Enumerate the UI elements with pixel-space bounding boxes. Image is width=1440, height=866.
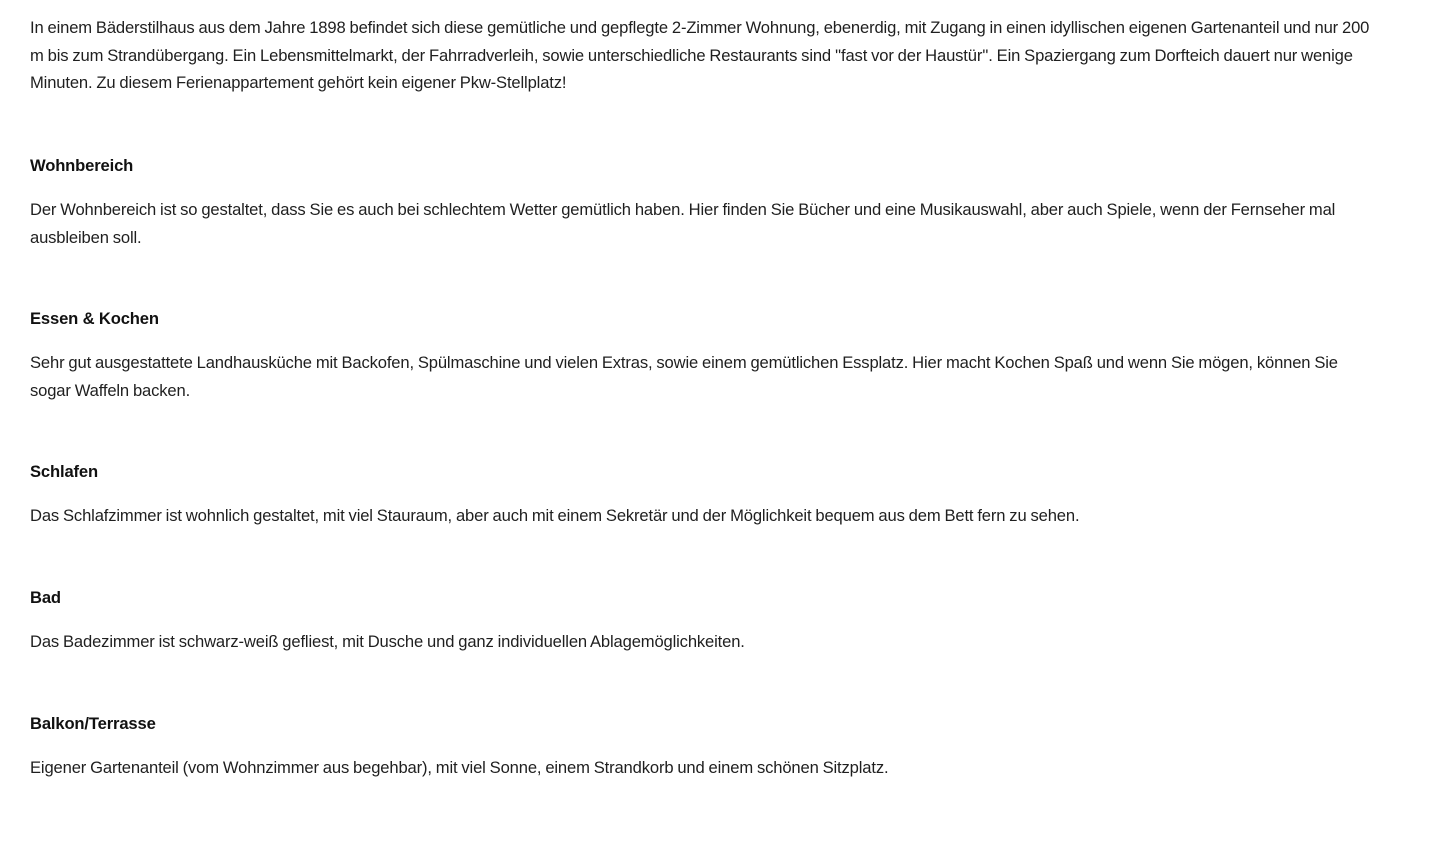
section-text: Sehr gut ausgestattete Landhausküche mit Backofen, Spülmaschine und vielen Extras, sowie einem gemütlichen Essplatz. Hier macht Kochen Spaß und wenn Sie mögen, können Sie sogar Waffeln backen. xyxy=(30,353,1338,400)
section-schlafen xyxy=(30,460,1370,530)
section-bad xyxy=(30,586,1370,656)
section-heading: Wohnbereich xyxy=(30,156,134,175)
apartment-description xyxy=(30,14,1370,97)
section-heading: Bad xyxy=(30,588,61,607)
section-balkon-terrasse xyxy=(30,712,1370,782)
section-text: Das Schlafzimmer ist wohnlich gestaltet, mit viel Stauraum, aber auch mit einem Sekretär und der Möglichkeit bequem aus dem Bett fern zu sehen. xyxy=(30,506,1080,525)
section-wohnbereich xyxy=(30,154,1370,251)
section-heading: Essen & Kochen xyxy=(30,309,159,328)
section-heading: Balkon/Terrasse xyxy=(30,714,156,733)
section-essen-kochen xyxy=(30,307,1370,404)
section-heading: Schlafen xyxy=(30,462,98,481)
intro-paragraph: In einem Bäderstilhaus aus dem Jahre 1898 befindet sich diese gemütliche und gepflegte 2-Zimmer Wohnung, ebenerdig, mit Zugang in einen idyllischen eigenen Gartenanteil und nur 200 m bis zum Strandübergang. Ein Lebensmittelmarkt, der Fahrradverleih, sowie unterschiedliche Restaurants sind ''fast vor der Haustür''. Ein Spaziergang zum Dorfteich dauert nur wenige Minuten. Zu diesem Ferienappartement gehört kein eigener Pkw-Stellplatz! xyxy=(30,18,1370,92)
section-text: Der Wohnbereich ist so gestaltet, dass Sie es auch bei schlechtem Wetter gemütlich haben. Hier finden Sie Bücher und eine Musikauswahl, aber auch Spiele, wenn der Fernseher mal ausbleiben soll. xyxy=(30,200,1336,247)
section-text: Eigener Gartenanteil (vom Wohnzimmer aus begehbar), mit viel Sonne, einem Strandkorb und einem schönen Sitzplatz. xyxy=(30,758,889,777)
section-text: Das Badezimmer ist schwarz-weiß gefliest, mit Dusche und ganz individuellen Ablagemöglichkeiten. xyxy=(30,632,745,651)
